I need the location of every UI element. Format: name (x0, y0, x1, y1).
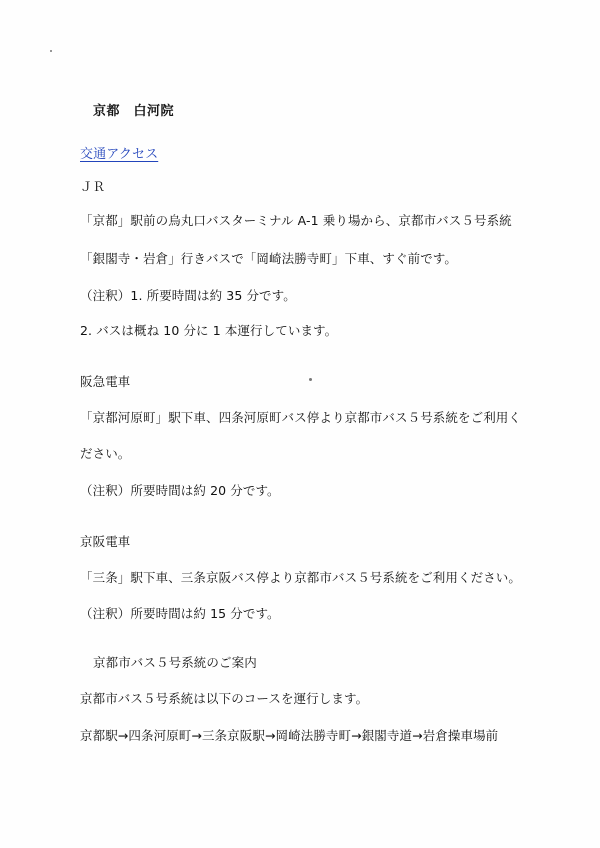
hankyu-heading: 阪急電車 (80, 374, 131, 389)
hankyu-directions-line-2: ださい。 (80, 446, 131, 461)
jr-note-2: 2. バスは概ね 10 分に 1 本運行しています。 (80, 323, 338, 338)
document-title: 京都 白河院 (93, 104, 175, 119)
bus5-heading: 京都市バス５号系統のご案内 (93, 655, 257, 670)
keihan-note: （注釈）所要時間は約 15 分です。 (80, 606, 280, 621)
keihan-heading: 京阪電車 (80, 534, 131, 549)
bus5-route: 京都駅→四条河原町→三条京阪駅→岡崎法勝寺町→銀閣寺道→岩倉操車場前 (80, 728, 499, 743)
bus5-description: 京都市バス５号系統は以下のコースを運行します。 (80, 691, 369, 706)
jr-directions-line-2: 「銀閣寺・岩倉」行きバスで「岡崎法勝寺町」下車、すぐ前です。 (80, 251, 458, 266)
hankyu-note: （注釈）所要時間は約 20 分です。 (80, 483, 280, 498)
scan-speck (50, 50, 52, 52)
jr-directions-line-1: 「京都」駅前の烏丸口バスターミナル A-1 乗り場から、京都市バス５号系統 (80, 213, 512, 228)
scan-speck (309, 378, 312, 381)
keihan-directions: 「三条」駅下車、三条京阪バス停より京都市バス５号系統をご利用ください。 (80, 570, 522, 585)
access-link[interactable]: 交通アクセス (80, 147, 159, 162)
hankyu-directions-line-1: 「京都河原町」駅下車、四条河原町バス停より京都市バス５号系統をご利用く (80, 410, 522, 425)
jr-note-1: （注釈）1. 所要時間は約 35 分です。 (80, 288, 296, 303)
jr-heading: ＪＲ (80, 179, 106, 194)
